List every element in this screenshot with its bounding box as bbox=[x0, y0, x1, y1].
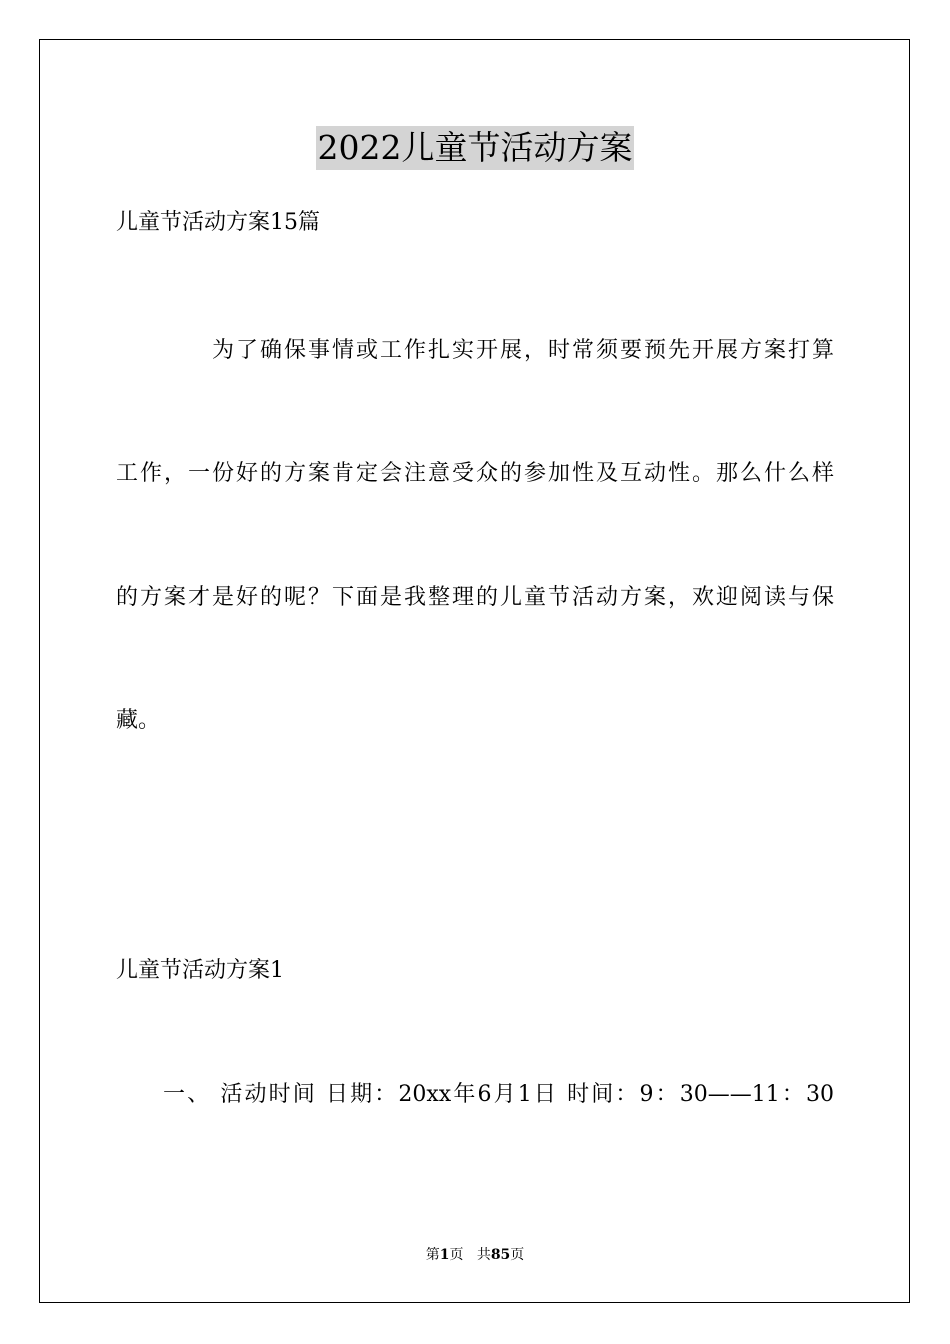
footer-total-prefix: 共 bbox=[476, 1247, 491, 1263]
document-subtitle: 儿童节活动方案15篇 bbox=[116, 210, 320, 235]
intro-line-1: 为了确保事情或工作扎实开展，时常须要预先开展方案打算 bbox=[212, 338, 834, 363]
footer-page-number: 1 bbox=[439, 1247, 450, 1263]
intro-line-2: 工作，一份好的方案肯定会注意受众的参加性及互动性。那么什么样 bbox=[116, 461, 834, 486]
page-footer bbox=[0, 1245, 950, 1265]
activity-time-item: 一、 活动时间 日期：20xx年6月1日 时间：9：30——11：30 bbox=[163, 1082, 834, 1107]
footer-total-suffix: 页 bbox=[510, 1247, 525, 1263]
intro-line-3: 的方案才是好的呢？下面是我整理的儿童节活动方案，欢迎阅读与保 bbox=[116, 585, 834, 610]
intro-line-4: 藏。 bbox=[116, 708, 161, 733]
footer-page-prefix: 第 bbox=[425, 1247, 440, 1263]
section-heading: 儿童节活动方案1 bbox=[116, 958, 284, 983]
footer-total-pages: 85 bbox=[490, 1247, 511, 1263]
title-container bbox=[0, 126, 950, 170]
document-title: 2022儿童节活动方案 bbox=[316, 126, 635, 170]
footer-page-suffix: 页 bbox=[449, 1247, 464, 1263]
